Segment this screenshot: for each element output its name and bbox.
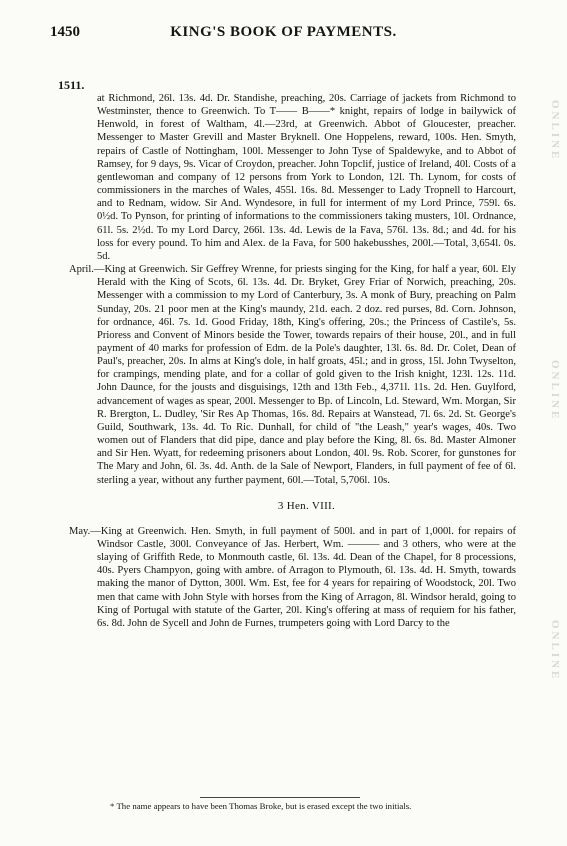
- watermark-text: ONLINE: [549, 360, 561, 422]
- section-heading: 3 Hen. VIII.: [277, 499, 336, 512]
- watermark-text: ONLINE: [549, 100, 561, 162]
- running-title: KING'S BOOK OF PAYMENTS.: [170, 24, 397, 40]
- year-marker: 1511.: [58, 78, 85, 92]
- running-header: [50, 24, 517, 44]
- page-body: [69, 92, 516, 630]
- footnote-divider: [200, 797, 360, 798]
- paragraph-april: April.—King at Greenwich. Sir Geffrey Wrenne, for priests singing for the King, for half a year, 60l. Ely Herald with the King of Scots, 6l. 13s. 4d. Dr. Bryket, Grey Friar of Norwich, preaching, 20s. Messenger with a commission to my Lord of Canterbury, 3s. A monk of Bury, preaching on Palm Sunday, 20s. 21 poor men at the King's maundy, 21d. each. 2 doz. red purses, 8d. Corn. Johnson, for ordnance, 46l. 7s. 1d. Good Friday, 18th, King's offering, 20s.; the Princess of Castile's, 5s. Prioress and Convent of Minors beside the Tower, towards repairs of their house, 20l., and in full payment of 40 marks for profession of Edm. de la Pole's daughter, 13l. 6s. 8d. Dr. Colet, Dean of Paul's, preacher, 20s. In alms at King's dole, in half groats, 45l.; and in gross, 15l. John Twyselton, for crampings, mending plate, and for a collar of gold given to the Irish knight, 123l. 12s. 11d. John Daunce, for the jousts and disguisings, 12th and 13th Feb., 4,371l. 11s. 2d. Hen. Guylford, advancement of wages as spear, 200l. Messenger to Bp. of Lincoln, Ld. Steward, Wm. Morgan, Sir R. Brergton, L. Dudley, 'Sir Res Ap Thomas, 16s. 8d. Repairs at Wanstead, 7l. 6s. 2d. St. George's Guild, Southwark, 13s. 4d. To Ric. Dunhall, for child of "the Leash," year's wages, 40s. Two women out of Flanders that did pipe, dance and play before the King, 8l. 6s. 8d. Master Almoner and Sir Hen. Wyatt, for redeeming prisoners about London, 40l. 9s. Rob. Scorer, for gunstones for The Mary and John, 6l. 3s. 4d. Anth. de la Sale of Newport, Flanders, in full payment of fee of 6l. sterling a year, without any further payment, 60l.—Total, 5,706l. 10s.: [69, 264, 516, 486]
- page-number: 1450: [50, 24, 80, 40]
- paragraph-1511-continued: at Richmond, 26l. 13s. 4d. Dr. Standishe, preaching, 20s. Carriage of jackets from Richmond to Westminster, thence to Greenwich. To T—— B——* knight, repairs of lodge in bailywick of Henwold, in forest of Waltham, 4l.—23rd, at Greenwich. Abbot of Gloucester, preacher. Messenger to Master Grevill and Master Bryknell. One Hoppelens, reward, 100s. Hen. Smyth, repairs of Castle of Nottingham, 100l. Messenger to John Tyse of Spaldewyke, and to Abbot of Ramsey, for 9 days, 9s. Vicar of Croydon, preacher. John Topclif, justice of Ireland, 40l. Costs of a gentlewoman and company of 12 persons from York to London, 12l. Th. Lynom, for costs of commissioners in the marches of Wales, 455l. 16s. 8d. Messenger to Lady Tropnell to Harcourt, and to Rednam, widow. Sir And. Wyndesore, in full for interment of my Lord Prince, 759l. 6s. 0½d. To Pynson, for printing of informations to the commissioners taking musters, 10l. Ordnance, 61l. 5s. 2½d. To my Lord Darcy, 266l. 13s. 4d. Lewis de la Fava, 576l. 13s. 8d.; and 4d. for his loss for every pound. To him and Alex. de la Fava, for 500 hakebusshes, 200l.—Total, 3,654l. 0s. 5d.: [97, 93, 516, 262]
- footnote: * The name appears to have been Thomas Broke, but is erased except the two initials.: [110, 801, 412, 811]
- paragraph-may: May.—King at Greenwich. Hen. Smyth, in full payment of 500l. and in part of 1,000l. for repairs of Windsor Castle, 300l. Conveyance of Jas. Herbert, Wm. ——— and 3 others, who were at the slaying of Griffith Rede, to Monmouth castle, 6l. 13s. 4d. Dean of the Chapel, for 8 processions, 40s. Pyers Champyon, going with ambre. of Arragon to Plymouth, 6l. 13s. 4d. H. Smyth, towards making the manor of Dytton, 300l. Wm. Est, fee for 4 years for repairing of Woodstock, 20l. Two men that came with John Style with horses from the King of Arragon, 8l. Windsor herald, going to King of Portugal with statute of the Garter, 20l. King's offering at mass of requiem for his father, 6s. 8d. John de Sycell and John de Furnes, trumpeters going with Lord Darcy to the: [69, 525, 516, 629]
- watermark-text: ONLINE: [549, 620, 561, 682]
